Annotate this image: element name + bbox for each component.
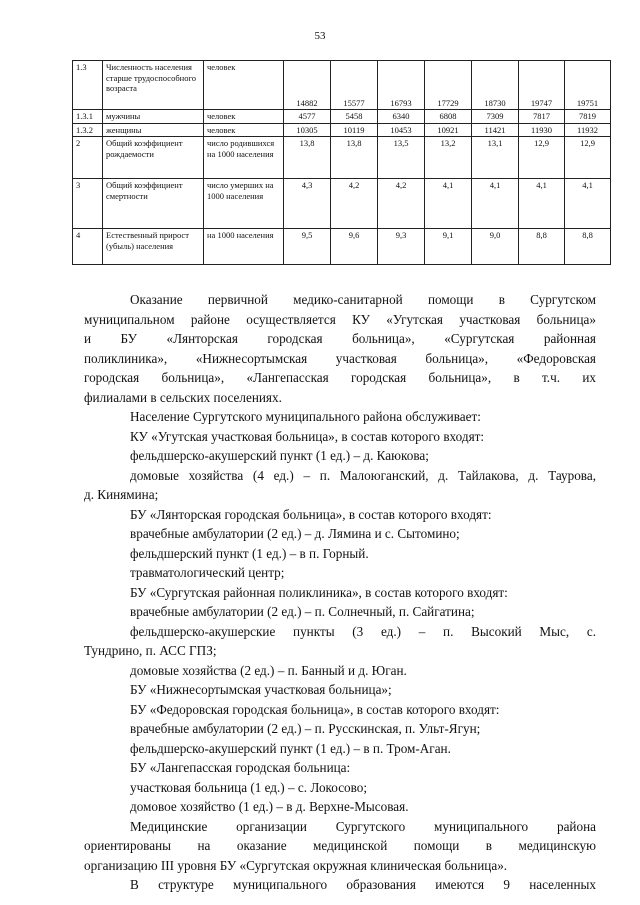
text-line: врачебные амбулатории (2 ед.) – п. Солнечный, п. Сайгатина; xyxy=(130,604,475,619)
row-indicator: Общий коэффициент смертности xyxy=(103,179,204,229)
text-line: филиалами в сельских поселениях. xyxy=(84,389,282,405)
table-cell: 10305 xyxy=(284,123,331,137)
text-line: фельдшерско-акушерский пункт (1 ед.) – в п. Тром-Аган. xyxy=(130,740,451,756)
table-cell: 12,9 xyxy=(519,137,565,179)
table-cell: 17729 xyxy=(425,61,472,110)
table-cell: 4,2 xyxy=(331,179,378,229)
table-cell: 11932 xyxy=(565,123,611,137)
page-number: 53 xyxy=(314,30,326,42)
row-indicator: Численность населения старше трудоспособного возраста xyxy=(103,61,204,110)
body-text xyxy=(84,290,596,895)
table-cell: 11421 xyxy=(472,123,519,137)
text-line: поликлиника», «Нижнесортымская участковая больница», «Федоровская xyxy=(84,350,596,366)
row-code: 4 xyxy=(73,229,103,265)
table-row xyxy=(73,137,611,179)
text-line: организацию III уровня БУ «Сургутская окружная клиническая больница». xyxy=(84,857,508,873)
table-cell: 4,1 xyxy=(472,179,519,229)
text-line: КУ «Угутская участковая больница», в состав которого входят: xyxy=(130,428,485,444)
row-code: 1.3.1 xyxy=(73,110,103,124)
table-cell: 13,8 xyxy=(331,137,378,179)
table-cell: 13,2 xyxy=(425,137,472,179)
table-cell: 10453 xyxy=(378,123,425,137)
text-line: Медицинские организации Сургутского муниципального района xyxy=(130,818,596,834)
row-code: 3 xyxy=(73,179,103,229)
table-cell: 9,0 xyxy=(472,229,519,265)
text-line: домовое хозяйство (1 ед.) – в д. Верхне-Мысовая. xyxy=(130,799,409,814)
text-line: фельдшерский пункт (1 ед.) – в п. Горный. xyxy=(130,545,369,561)
row-code: 2 xyxy=(73,137,103,179)
table-cell: 4577 xyxy=(284,110,331,124)
table-cell: 4,2 xyxy=(378,179,425,229)
text-line: БУ «Лянторская городская больница», в состав которого входят: xyxy=(130,506,492,522)
table-row xyxy=(73,61,611,110)
text-line: д. Кинямина; xyxy=(84,487,159,502)
table-row xyxy=(73,123,611,137)
table-cell: 19751 xyxy=(565,61,611,110)
row-unit: человек xyxy=(204,123,284,137)
table-row xyxy=(73,179,611,229)
table-cell: 9,5 xyxy=(284,229,331,265)
table-cell: 6808 xyxy=(425,110,472,124)
table-cell: 15577 xyxy=(331,61,378,110)
row-code: 1.3 xyxy=(73,61,103,110)
text-line: муниципальном районе осуществляется КУ «Угутская участковая больница» xyxy=(84,311,596,327)
table-cell: 9,6 xyxy=(331,229,378,265)
table-cell: 7819 xyxy=(565,110,611,124)
table-cell: 13,8 xyxy=(284,137,331,179)
text-line: участковая больница (1 ед.) – с. Локосово; xyxy=(130,779,368,795)
table-cell: 7309 xyxy=(472,110,519,124)
table-cell: 14882 xyxy=(284,61,331,110)
table-cell: 9,3 xyxy=(378,229,425,265)
text-line: и БУ «Лянторская городская больница», «Сургутская районная xyxy=(84,331,596,346)
table-cell: 18730 xyxy=(472,61,519,110)
row-unit: число родившихся на 1000 населения xyxy=(204,137,284,179)
text-line: домовые хозяйства (4 ед.) – п. Малоюганский, д. Тайлакова, д. Таурова, xyxy=(130,467,596,483)
table-cell: 8,8 xyxy=(519,229,565,265)
table-cell: 7817 xyxy=(519,110,565,124)
text-line: врачебные амбулатории (2 ед.) – п. Русскинская, п. Ульт-Ягун; xyxy=(130,721,481,736)
table-cell: 4,3 xyxy=(284,179,331,229)
row-unit: на 1000 населения xyxy=(204,229,284,265)
text-line: фельдшерско-акушерские пункты (3 ед.) – п. Высокий Мыс, с. xyxy=(130,623,596,639)
row-indicator: Общий коэффициент рождаемости xyxy=(103,137,204,179)
table-cell: 11930 xyxy=(519,123,565,137)
table-cell: 4,1 xyxy=(425,179,472,229)
table-cell: 13,1 xyxy=(472,137,519,179)
statistics-table xyxy=(72,60,611,265)
text-line: Население Сургутского муниципального района обслуживает: xyxy=(130,409,481,424)
table-cell: 19747 xyxy=(519,61,565,110)
text-line: БУ «Лангепасская городская больница: xyxy=(130,760,351,775)
text-line: БУ «Нижнесортымская участковая больница»; xyxy=(130,682,392,697)
text-line: Тундрино, п. АСС ГПЗ; xyxy=(84,643,217,658)
text-line: ориентированы на оказание медицинской помощи в медицинскую xyxy=(84,838,596,853)
text-line: БУ «Федоровская городская больница», в состав которого входят: xyxy=(130,701,500,717)
table-cell: 12,9 xyxy=(565,137,611,179)
row-indicator: мужчины xyxy=(103,110,204,124)
text-line: городская больница», «Лангепасская городская больница», в т.ч. их xyxy=(84,370,596,385)
table-cell: 5458 xyxy=(331,110,378,124)
paragraph-primary-care xyxy=(84,290,596,407)
table-row xyxy=(73,229,611,265)
table-cell: 6340 xyxy=(378,110,425,124)
table-cell: 9,1 xyxy=(425,229,472,265)
text-line: фельдшерско-акушерский пункт (1 ед.) – д. Каюкова; xyxy=(130,448,429,463)
table-cell: 16793 xyxy=(378,61,425,110)
paragraph-medical-orgs xyxy=(84,817,596,876)
row-unit: человек xyxy=(204,110,284,124)
row-indicator: женщины xyxy=(103,123,204,137)
text-line: Оказание первичной медико-санитарной помощи в Сургутском xyxy=(130,292,596,307)
table-cell: 10119 xyxy=(331,123,378,137)
text-line: травматологический центр; xyxy=(130,565,285,580)
row-code: 1.3.2 xyxy=(73,123,103,137)
table-cell: 4,1 xyxy=(519,179,565,229)
row-unit: число умерших на 1000 населения xyxy=(204,179,284,229)
table-cell: 4,1 xyxy=(565,179,611,229)
table-cell: 8,8 xyxy=(565,229,611,265)
row-indicator: Естественный прирост (убыль) населения xyxy=(103,229,204,265)
table-cell: 13,5 xyxy=(378,137,425,179)
table-cell: 10921 xyxy=(425,123,472,137)
table-row xyxy=(73,110,611,124)
text-line: БУ «Сургутская районная поликлиника», в состав которого входят: xyxy=(130,584,508,600)
text-line: В структуре муниципального образования имеются 9 населенных xyxy=(130,877,596,892)
row-unit: человек xyxy=(204,61,284,110)
text-line: домовые хозяйства (2 ед.) – п. Банный и д. Юган. xyxy=(130,662,407,678)
text-line: врачебные амбулатории (2 ед.) – д. Лямина и с. Сытомино; xyxy=(130,526,460,541)
